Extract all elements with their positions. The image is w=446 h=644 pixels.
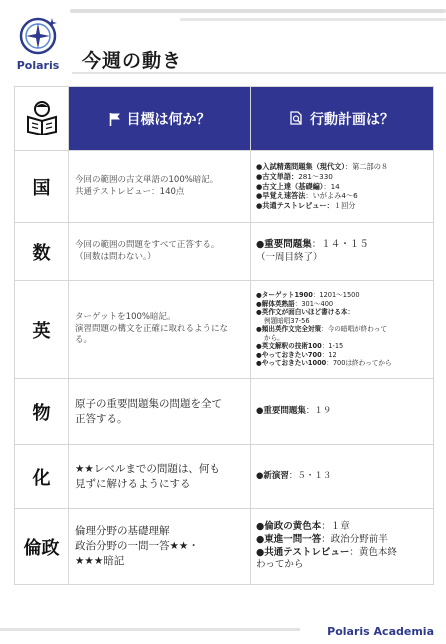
subject-label: 国 (15, 151, 69, 223)
polaris-logo (12, 12, 64, 74)
goal-line: 今回の範囲の古文単語の100%暗記。 (75, 174, 219, 185)
action-item: ●早覚え速答法：いがよみ4～6 (256, 191, 358, 201)
action-item: ●共通テストレビュー：１回分 (256, 201, 356, 211)
goal-line: 今回の範囲の問題をすべて正答する。 (75, 239, 220, 250)
goal-cell (69, 223, 251, 281)
weekly-plan-table (14, 86, 434, 585)
goal-cell (69, 151, 251, 223)
action-item: ●重要問題集：１９ (256, 405, 332, 416)
bottom-decoration-bar (0, 628, 300, 631)
footer-brand: Polaris Academia (327, 625, 434, 638)
goal-line: 演習問題の構文を正確に取れるようにな (75, 323, 229, 334)
action-header-label: 行動計画は？ (310, 111, 394, 128)
goal-cell (69, 509, 251, 585)
action-cell (251, 281, 434, 379)
action-item: ●共通テストレビュー：黄色本終 (256, 546, 397, 558)
page-title: 今週の動き (82, 50, 183, 72)
reading-person-icon (25, 99, 59, 135)
subject-row-japanese (15, 151, 434, 223)
star-logo-icon (12, 12, 64, 58)
action-header (251, 87, 434, 151)
goal-line: 正答する。 (75, 412, 128, 425)
search-document-icon (290, 111, 304, 126)
subject-row-math (15, 223, 434, 281)
subject-label: 化 (15, 445, 69, 509)
top-decoration-bar-2 (180, 18, 446, 21)
goal-cell (69, 281, 251, 379)
action-item: わってから (256, 559, 304, 571)
action-item: ●解体英熟語：301～400 (256, 299, 334, 308)
flag-icon (109, 112, 121, 126)
action-cell (251, 509, 434, 585)
goal-line: 原子の重要問題集の問題を全て (75, 397, 222, 410)
subject-label: 物 (15, 379, 69, 445)
goal-line: （回数は問わない。） (75, 251, 156, 262)
header-row (15, 87, 434, 151)
goal-line: 政治分野の一問一答★★・ (75, 540, 199, 553)
logo-text: Polaris (16, 59, 60, 72)
action-item: ●重要問題集：１４・１５ (256, 238, 369, 250)
action-item: ●頻出英作文完全対策：今の暗唱が終わって (256, 325, 387, 334)
action-item: から。 (264, 333, 284, 342)
subject-label: 倫政 (15, 509, 69, 585)
action-cell (251, 379, 434, 445)
action-item: ●古文上達（基礎編）：14 (256, 181, 340, 191)
goal-line: 共通テストレビュー：140点 (75, 186, 185, 197)
goal-line: ★★★暗記 (75, 554, 125, 567)
goal-header (69, 87, 251, 151)
subject-row-ethics-politics (15, 509, 434, 585)
goal-line: る。 (75, 335, 93, 346)
action-item: ●東進一問一答：政治分野前半 (256, 533, 388, 545)
subject-label: 数 (15, 223, 69, 281)
title-underline (72, 72, 446, 74)
action-cell (251, 223, 434, 281)
header-icon-cell (15, 87, 69, 151)
goal-cell (69, 379, 251, 445)
top-decoration-bar (70, 9, 446, 13)
action-item: ●英作文が面白いほど書ける本： (256, 308, 355, 317)
action-item: 例題暗唱37-56 (264, 316, 310, 325)
goal-line: 見ずに解けるようにする (75, 477, 191, 490)
action-item: ●やっておきたい700：12 (256, 350, 337, 359)
action-item: ●入試精選問題集（現代文）：第二部の８ (256, 162, 389, 172)
action-item: ●ターゲット1900：1201～1500 (256, 290, 360, 299)
goal-line: ★★レベルまでの問題は、何も (75, 462, 220, 475)
subject-row-chemistry (15, 445, 434, 509)
action-item: ●やっておきたい1000：700は終わってから (256, 359, 392, 368)
subject-row-physics (15, 379, 434, 445)
action-item: ●古文単語：281～330 (256, 171, 333, 181)
goal-line: 倫理分野の基礎理解 (75, 525, 170, 538)
goal-cell (69, 445, 251, 509)
action-item: （一周目終了） (256, 251, 323, 263)
subject-row-english (15, 281, 434, 379)
action-item: ●新演習：５・１３ (256, 470, 332, 481)
goal-line: ターゲットを100%暗記。 (75, 311, 176, 322)
action-cell (251, 151, 434, 223)
action-item: ●倫政の黄色本：１章 (256, 520, 350, 532)
action-item: ●英文解釈の技術100：1-15 (256, 342, 344, 351)
action-cell (251, 445, 434, 509)
goal-header-label: 目標は何か？ (126, 111, 211, 128)
subject-label: 英 (15, 281, 69, 379)
